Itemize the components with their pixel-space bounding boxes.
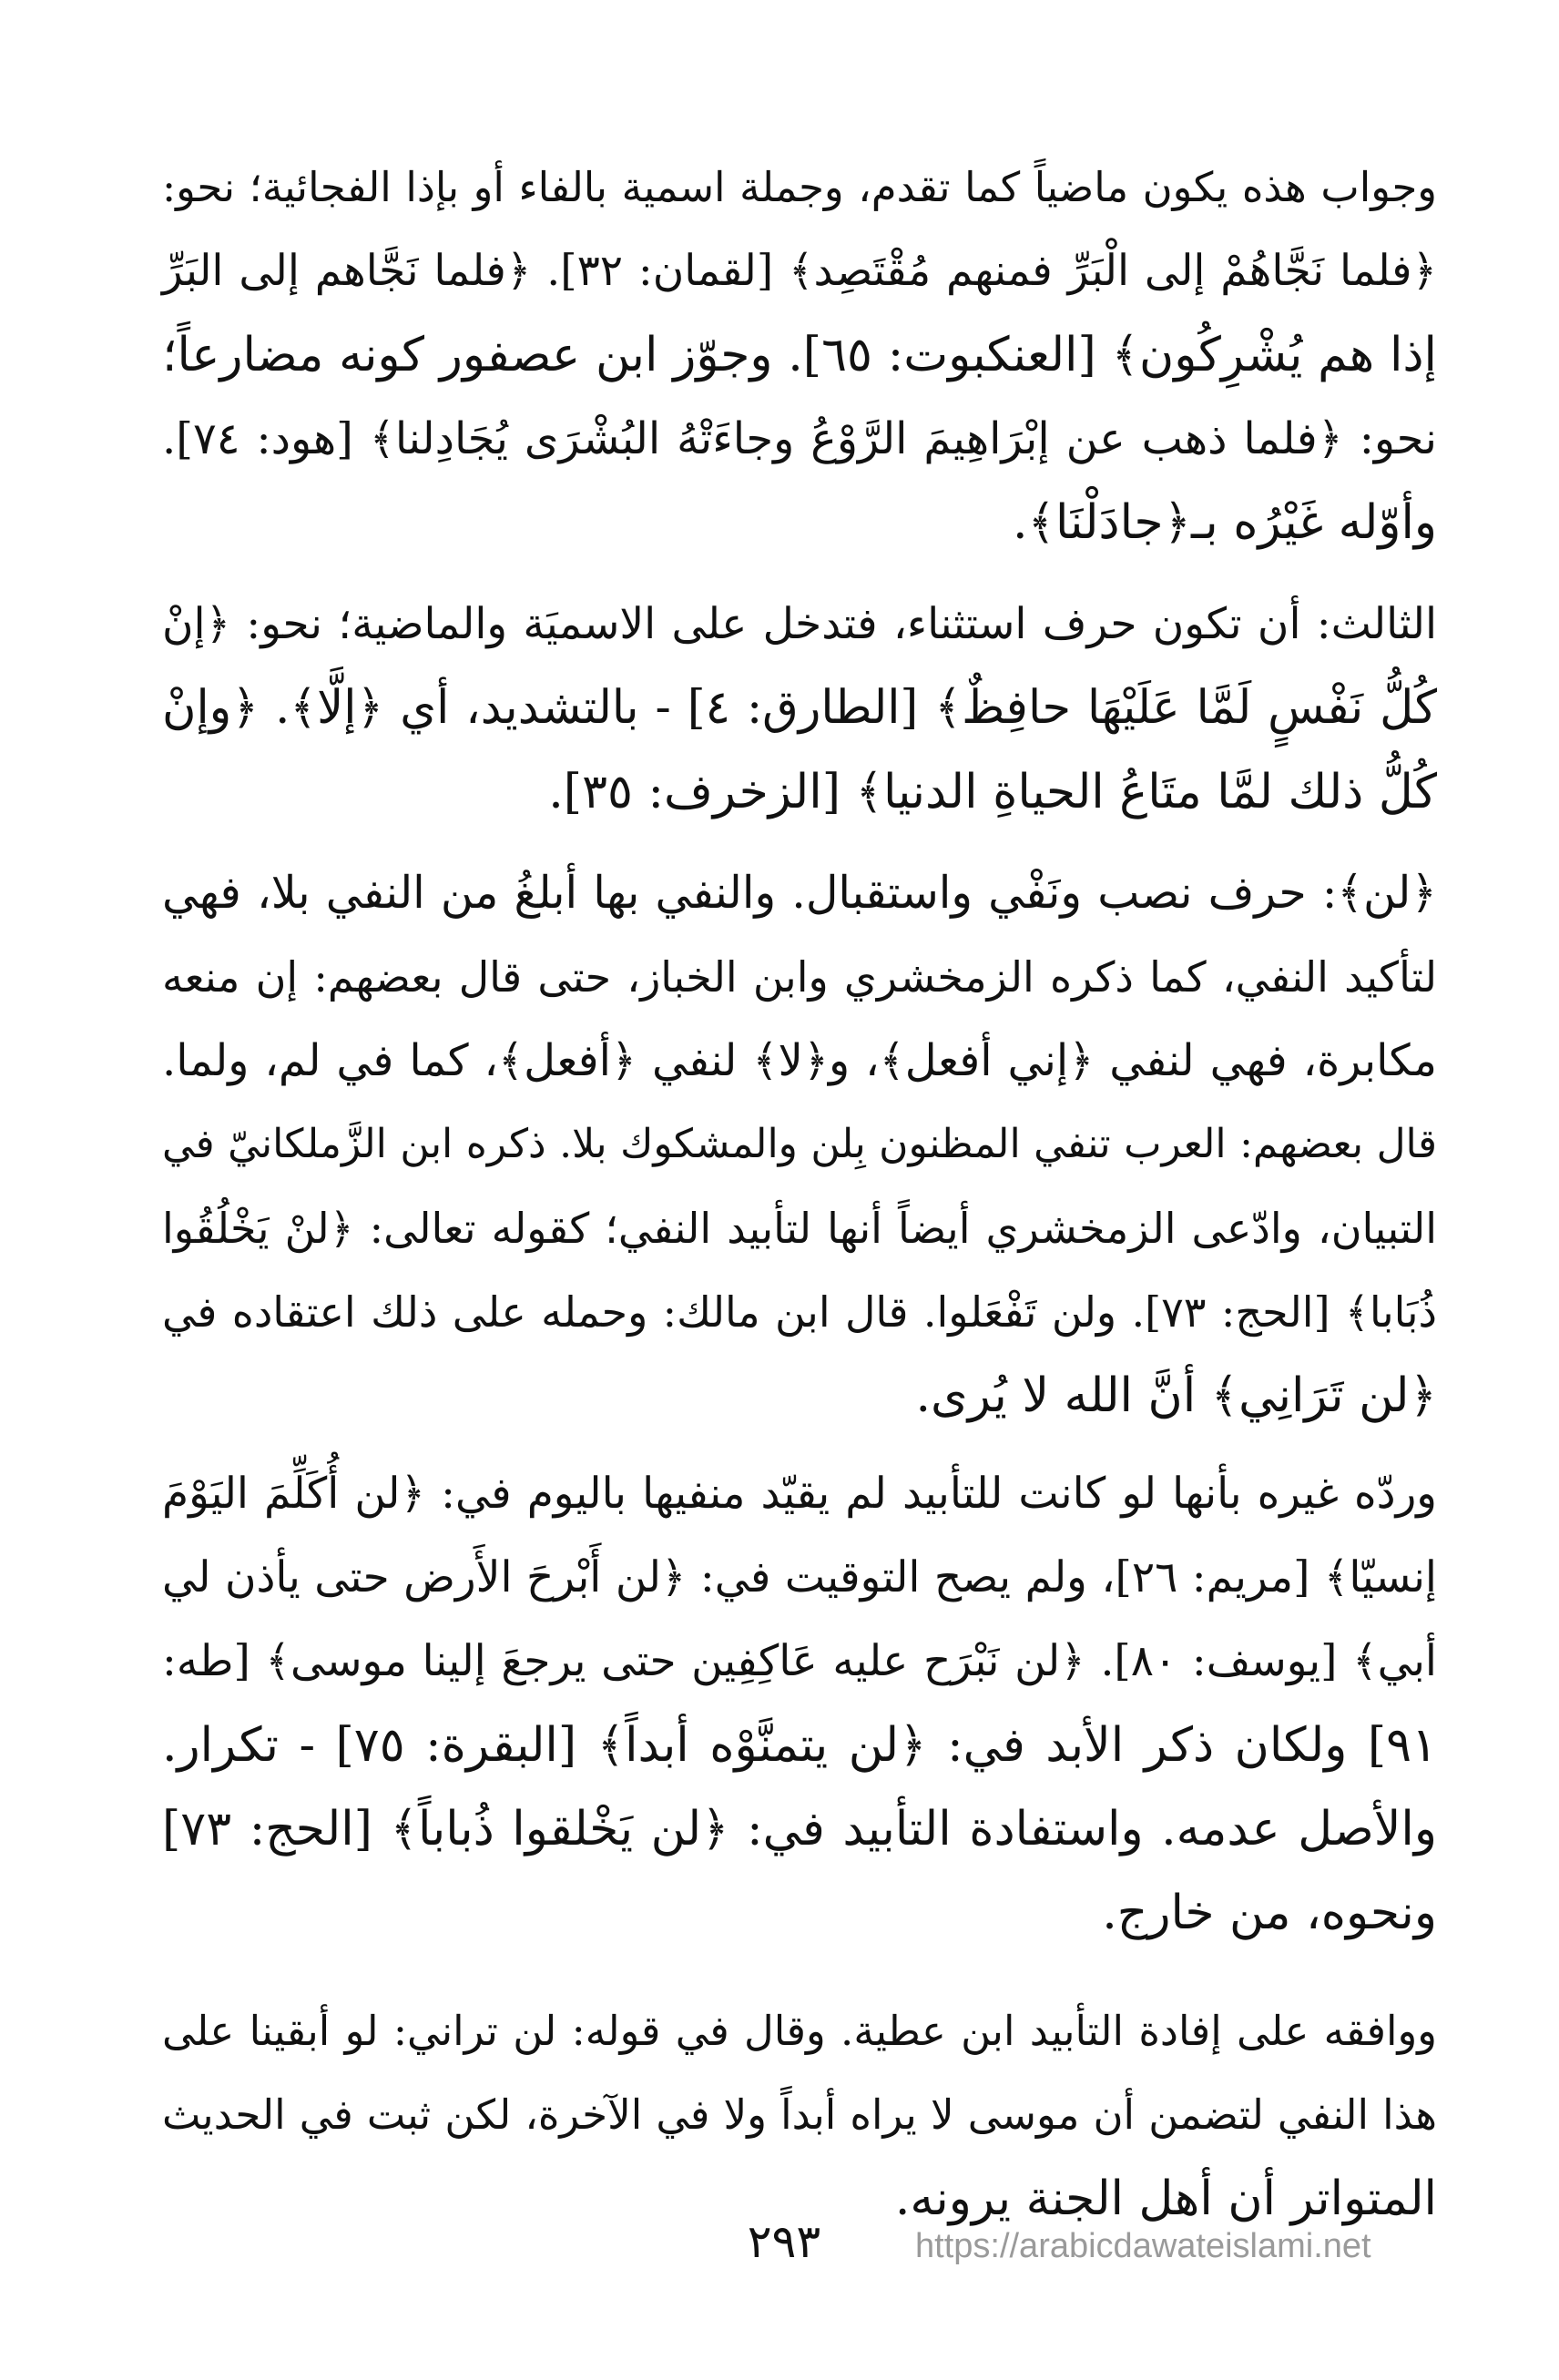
paragraph-answer-of-lamma	[162, 146, 1437, 564]
text-line: كُلُّ نَفْسٍ لَمَّا عَلَيْهَا حافِظٌ﴾ [الطارق: ٤] - بالتشديد، أي ﴿إلَّا﴾. ﴿وإنْ	[162, 681, 1437, 735]
paragraph-lan-definition	[162, 851, 1437, 1438]
text-line: قال بعضهم: العرب تنفي المظنون بِلن والمشكوك بلا. ذكره ابن الزَّملكانيّ في	[162, 1121, 1437, 1167]
paragraph-rebuttal	[162, 1452, 1437, 1955]
text-line: ووافقه على إفادة التأبيد ابن عطية. وقال في قوله: لن تراني: لو أبقينا على	[162, 2007, 1437, 2055]
text-line: ﴿لن تَرَانِي﴾ أنَّ الله لا يُرى.	[915, 1368, 1437, 1423]
text-line: ونحوه، من خارج.	[1102, 1886, 1437, 1940]
text-line: أبي﴾ [يوسف: ٨٠]. ﴿لن نَبْرَح عليه عَاكِفِين حتى يرجعَ إلينا موسى﴾ [طه:	[162, 1636, 1437, 1686]
text-line: نحو: ﴿فلما ذهب عن إبْرَاهِيمَ الرَّوْعُ وجاءَتْهُ البُشْرَى يُجَادِلنا﴾ [هود: ٧٤].	[162, 413, 1438, 464]
text-line: ٩١] ولكان ذكر الأبد في: ﴿لن يتمنَّوْه أبداً﴾ [البقرة: ٧٥] - تكرار.	[162, 1718, 1438, 1773]
text-line: ﴿لن﴾: حرف نصب ونَفْي واستقبال. والنفي بها أبلغُ من النفي بلا، فهي	[162, 867, 1437, 919]
text-line: ﴿فلما نَجَّاهُمْ إلى الْبَرِّ فمنهم مُقْتَصِد﴾ [لقمان: ٣٢]. ﴿فلما نَجَّاهم إلى البَرِّ	[162, 246, 1437, 296]
paragraph-third-meaning	[162, 583, 1437, 834]
text-line: كُلُّ ذلك لمَّا متَاعُ الحياةِ الدنيا﴾ [الزخرف: ٣٥].	[548, 765, 1437, 819]
paragraph-ibn-atiyya	[162, 1989, 1437, 2241]
text-line: ذُبَابا﴾ [الحج: ٧٣]. ولن تَفْعَلوا. قال ابن مالك: وحمله على ذلك اعتقاده في	[162, 1287, 1437, 1337]
text-line: إنسيّا﴾ [مريم: ٢٦]، ولم يصح التوقيت في: ﴿لن أَبْرحَ الأَرض حتى يأذن لي	[162, 1552, 1437, 1602]
text-line: التبيان، وادّعى الزمخشري أيضاً أنها لتأبيد النفي؛ كقوله تعالى: ﴿لنْ يَخْلُقُوا	[162, 1204, 1437, 1253]
text-line: والأصل عدمه. واستفادة التأبيد في: ﴿لن يَخْلقوا ذُباباً﴾ [الحج: ٧٣]	[162, 1802, 1437, 1856]
page-number: ٢٩٣	[747, 2215, 821, 2268]
text-line: وجواب هذه يكون ماضياً كما تقدم، وجملة اسمية بالفاء أو بإذا الفجائية؛ نحو:	[162, 163, 1437, 211]
text-line: الثالث: أن تكون حرف استثناء، فتدخل على الاسميَة والماضية؛ نحو: ﴿إنْ	[162, 599, 1437, 649]
text-line: لتأكيد النفي، كما ذكره الزمخشري وابن الخباز، حتى قال بعضهم: إن منعه	[162, 952, 1437, 1002]
text-line: المتواتر أن أهل الجنة يرونه.	[894, 2171, 1437, 2226]
watermark-url: https://arabicdawateislami.net	[915, 2227, 1371, 2265]
text-line: إذا هم يُشْرِكُون﴾ [العنكبوت: ٦٥]. وجوّز ابن عصفور كونه مضارعاً؛	[162, 328, 1437, 382]
text-line: هذا النفي لتضمن أن موسى لا يراه أبداً ولا في الآخرة، لكن ثبت في الحديث	[162, 2090, 1437, 2139]
text-line: وأوّله غَيْرُه بـ﴿جادَلْنَا﴾.	[1013, 495, 1437, 550]
text-line: مكابرة، فهي لنفي ﴿إني أفعل﴾، و﴿لا﴾ لنفي ﴿أفعل﴾، كما في لم، ولما.	[162, 1035, 1437, 1086]
text-line: وردّه غيره بأنها لو كانت للتأبيد لم يقيّد منفيها باليوم في: ﴿لن أُكَلِّمَ اليَوْمَ	[162, 1469, 1437, 1519]
